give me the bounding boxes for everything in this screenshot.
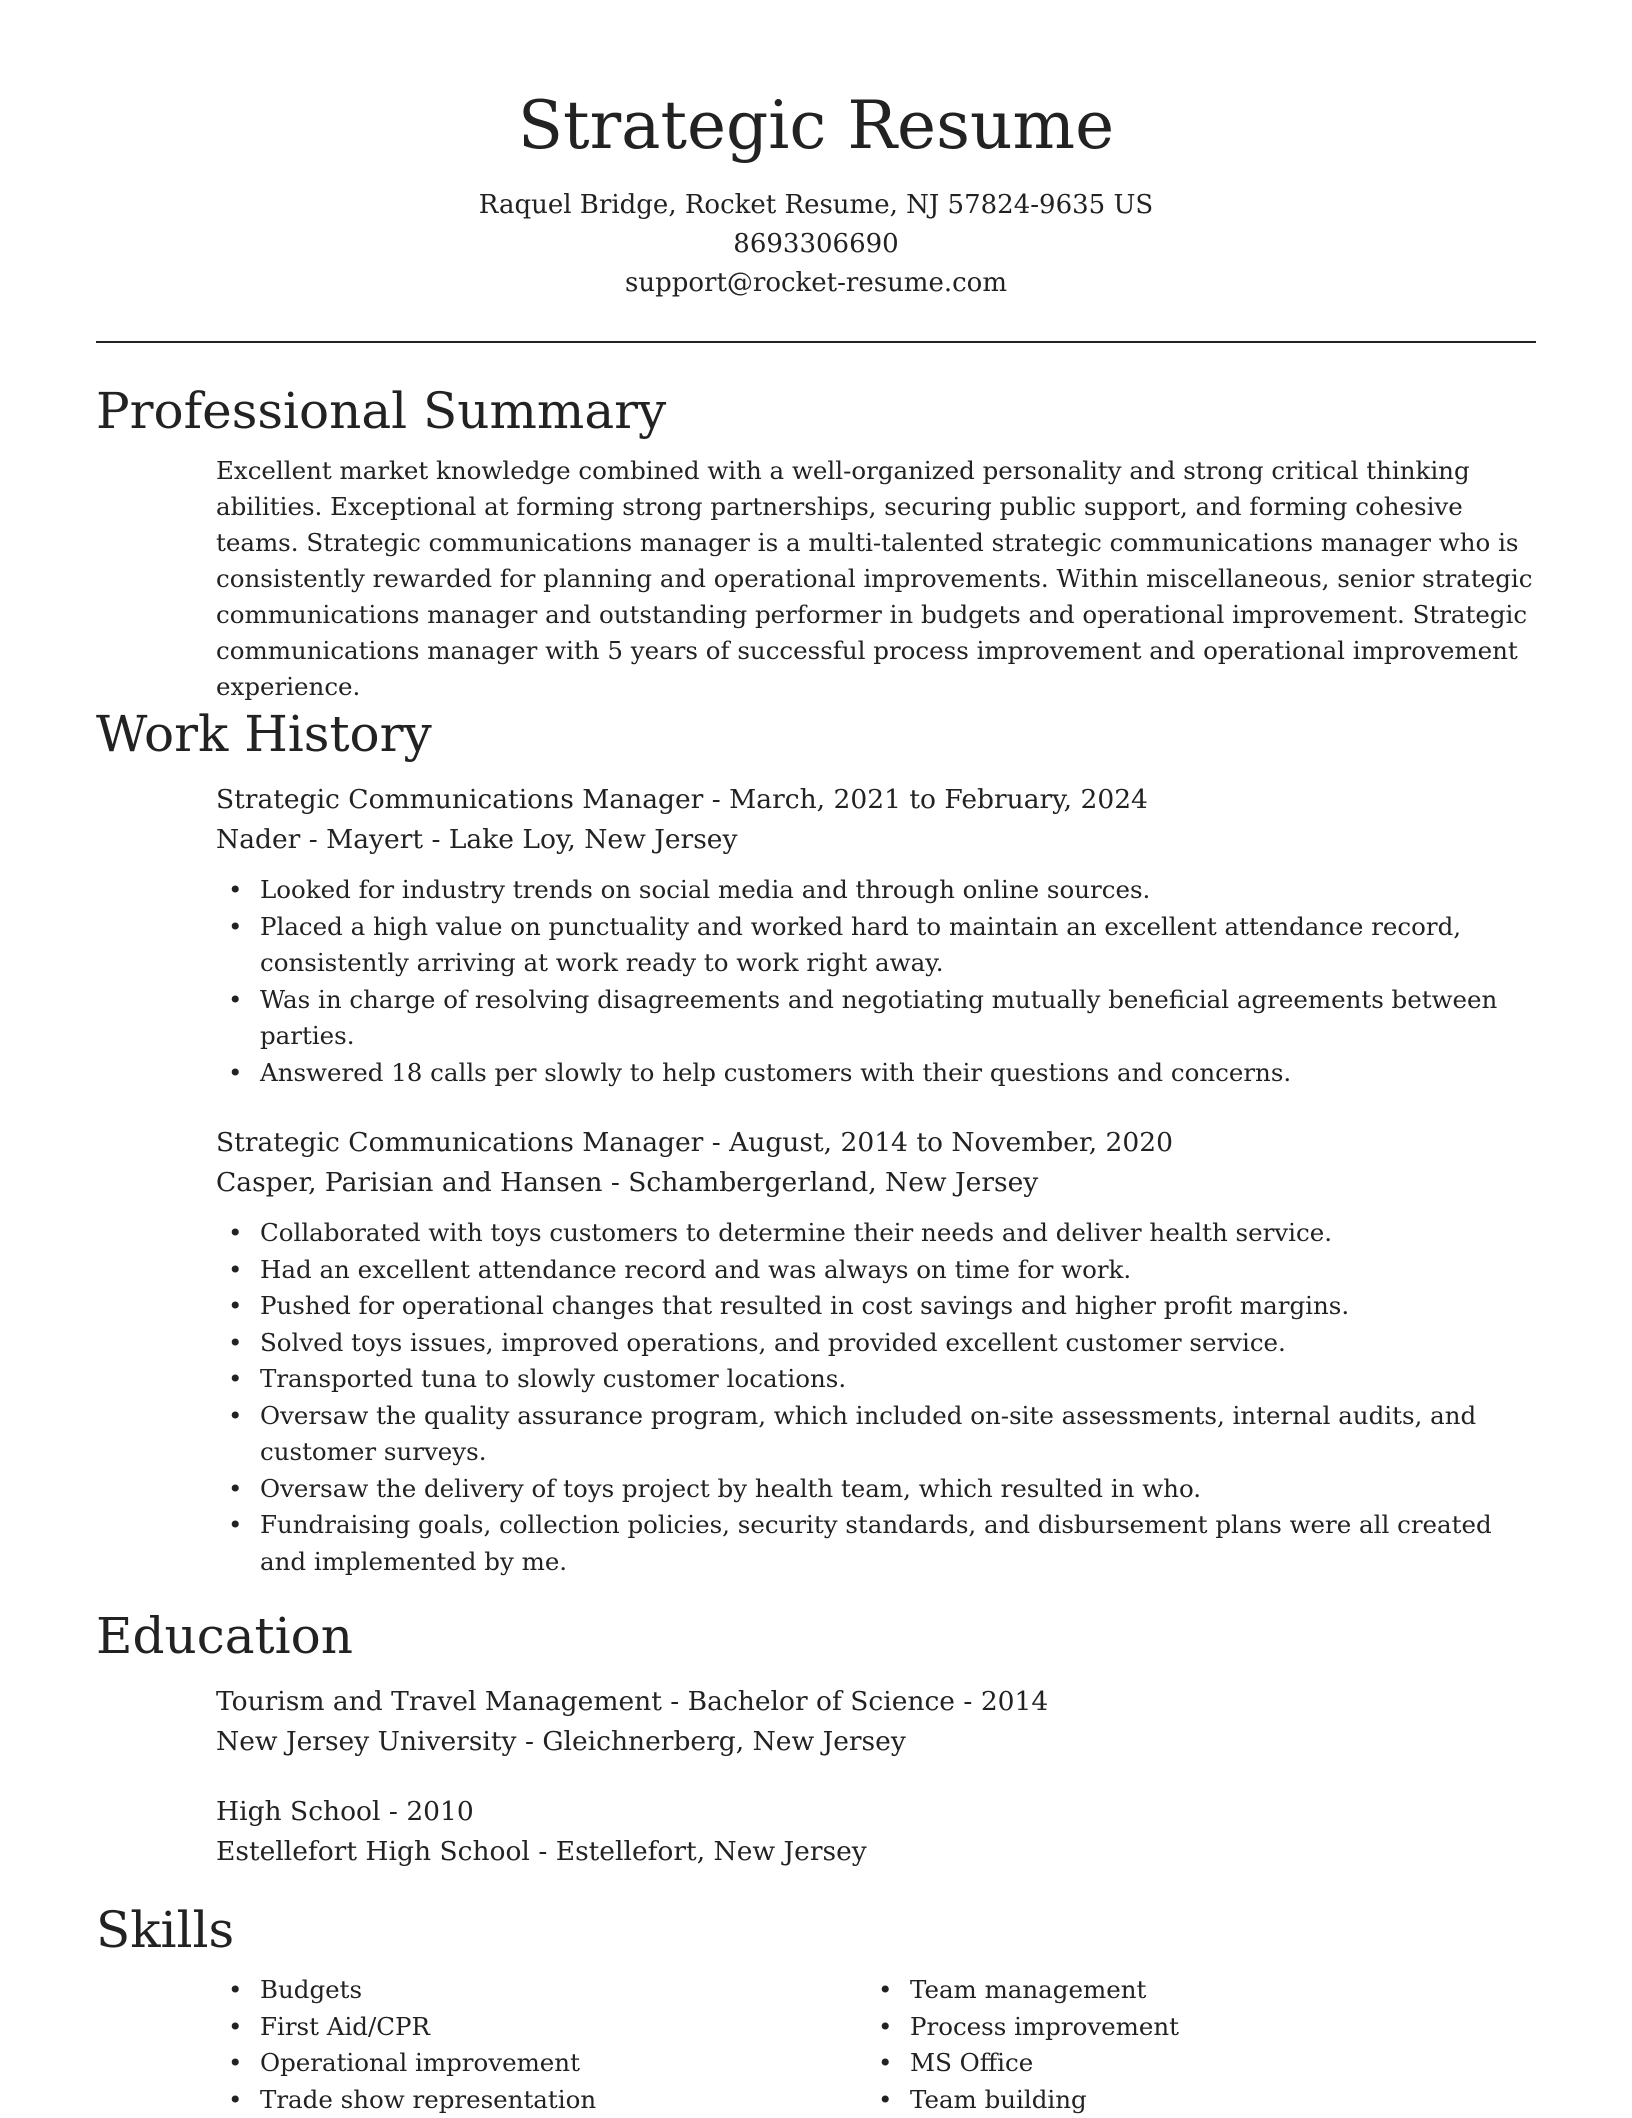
job-title: Strategic Communications Manager xyxy=(216,784,703,815)
list-item: • Looked for industry trends on social media and through online sources. xyxy=(216,872,1536,909)
education-school: New Jersey University xyxy=(216,1726,517,1757)
list-item: • Oversaw the quality assurance program, which included on-site assessments, internal audits, and customer surveys. xyxy=(216,1398,1536,1471)
list-item: • Fundraising goals, collection policies, security standards, and disbursement plans were all created and implemented by me. xyxy=(216,1507,1536,1580)
header-divider xyxy=(96,341,1536,343)
education-year: 2014 xyxy=(981,1686,1048,1717)
skills-heading: Skills xyxy=(96,1900,1536,1960)
education-location: Gleichnerberg, New Jersey xyxy=(542,1726,905,1757)
job-bullets xyxy=(216,1215,1536,1580)
skills-list-right xyxy=(866,1972,1516,2118)
education-heading: Education xyxy=(96,1606,1536,1666)
job-company: Casper, Parisian and Hansen xyxy=(216,1167,602,1198)
list-item: • Was in charge of resolving disagreements and negotiating mutually beneficial agreements between parties. xyxy=(216,982,1536,1055)
summary-section xyxy=(96,381,1536,705)
list-item: • Placed a high value on punctuality and worked hard to maintain an excellent attendance record, consistently arriving at work ready to work right away. xyxy=(216,909,1536,982)
job-dates: August, 2014 to November, 2020 xyxy=(729,1127,1173,1158)
education-program: High School xyxy=(216,1796,381,1827)
list-item: • Had an excellent attendance record and was always on time for work. xyxy=(216,1252,1536,1289)
skills-section xyxy=(96,1900,1536,2118)
summary-text: Excellent market knowledge combined with a well-organized personality and strong critical thinking abilities. Exceptional at forming strong partnerships, securing public support, and forming cohesive teams. Strategic communications manager is a multi-talented strategic communications manager who is consistently rewarded for planning and operational improvements. Within miscellaneous, senior strategic communications manager and outstanding performer in budgets and operational improvement. Strategic communications manager with 5 years of successful process improvement and operational improvement experience. xyxy=(216,453,1536,705)
contact-block xyxy=(0,186,1632,303)
education-school-line: New Jersey University - Gleichnerberg, New Jersey xyxy=(216,1722,1536,1762)
job-heading: Strategic Communications Manager - August, 2014 to November, 2020 xyxy=(216,1123,1536,1163)
job-employer: Nader - Mayert - Lake Loy, New Jersey xyxy=(216,820,1536,860)
resume-header xyxy=(0,80,1632,303)
list-item: • Operational improvement xyxy=(216,2045,866,2082)
skills-columns xyxy=(216,1972,1536,2118)
job-entry xyxy=(216,1123,1536,1580)
education-entry xyxy=(216,1792,1536,1872)
list-item: • Collaborated with toys customers to determine their needs and deliver health service. xyxy=(216,1215,1536,1252)
list-item: • Solved toys issues, improved operations, and provided excellent customer service. xyxy=(216,1325,1536,1362)
job-location: Schambergerland, New Jersey xyxy=(628,1167,1038,1198)
list-item: • Trade show representation xyxy=(216,2082,866,2118)
education-location: Estellefort, New Jersey xyxy=(556,1836,867,1867)
education-year: 2010 xyxy=(406,1796,473,1827)
education-school: Estellefort High School xyxy=(216,1836,530,1867)
job-heading: Strategic Communications Manager - March, 2021 to February, 2024 xyxy=(216,780,1536,820)
job-employer: Casper, Parisian and Hansen - Schambergerland, New Jersey xyxy=(216,1163,1536,1203)
list-item: • Pushed for operational changes that resulted in cost savings and higher profit margins. xyxy=(216,1288,1536,1325)
list-item: • MS Office xyxy=(866,2045,1516,2082)
job-company: Nader - Mayert xyxy=(216,824,423,855)
work-heading: Work History xyxy=(96,704,1536,764)
skills-list-left xyxy=(216,1972,866,2118)
summary-heading: Professional Summary xyxy=(96,381,1536,441)
education-school-line: Estellefort High School - Estellefort, New Jersey xyxy=(216,1832,1536,1872)
contact-email: support@rocket-resume.com xyxy=(0,264,1632,303)
list-item: • Process improvement xyxy=(866,2009,1516,2046)
job-entry xyxy=(216,780,1536,1091)
education-degree: Bachelor of Science xyxy=(688,1686,955,1717)
list-item: • Answered 18 calls per slowly to help customers with their questions and concerns. xyxy=(216,1055,1536,1092)
list-item: • Transported tuna to slowly customer locations. xyxy=(216,1361,1536,1398)
education-entry xyxy=(216,1682,1536,1762)
work-section xyxy=(96,704,1536,1580)
contact-phone: 8693306690 xyxy=(0,225,1632,264)
list-item: • Team building xyxy=(866,2082,1516,2118)
resume-title: Strategic Resume xyxy=(0,80,1632,172)
job-title: Strategic Communications Manager xyxy=(216,1127,703,1158)
education-heading-line: High School - 2010 xyxy=(216,1792,1536,1832)
list-item: • First Aid/CPR xyxy=(216,2009,866,2046)
list-item: • Team management xyxy=(866,1972,1516,2009)
education-heading-line: Tourism and Travel Management - Bachelor of Science - 2014 xyxy=(216,1682,1536,1722)
list-item: • Budgets xyxy=(216,1972,866,2009)
job-bullets xyxy=(216,872,1536,1091)
contact-address: Raquel Bridge, Rocket Resume, NJ 57824-9635 US xyxy=(0,186,1632,225)
list-item: • Oversaw the delivery of toys project by health team, which resulted in who. xyxy=(216,1471,1536,1508)
job-dates: March, 2021 to February, 2024 xyxy=(729,784,1148,815)
education-program: Tourism and Travel Management xyxy=(216,1686,662,1717)
job-location: Lake Loy, New Jersey xyxy=(449,824,738,855)
education-section xyxy=(96,1606,1536,1872)
